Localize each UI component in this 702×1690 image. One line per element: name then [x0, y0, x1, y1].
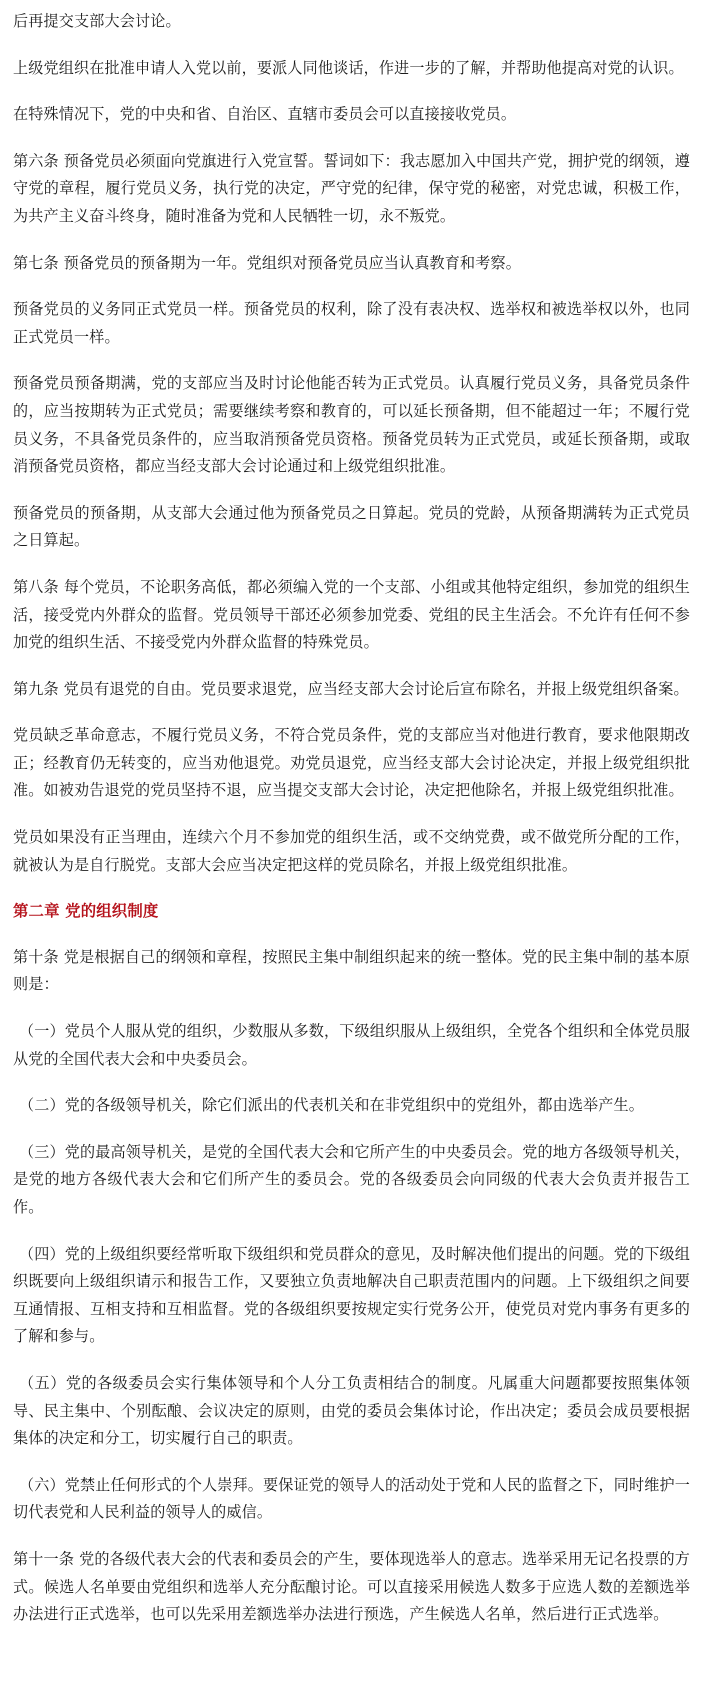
- body-paragraph: 第七条 预备党员的预备期为一年。党组织对预备党员应当认真教育和考察。: [13, 253, 522, 272]
- body-paragraph: 在特殊情况下，党的中央和省、自治区、直辖市委员会可以直接接收党员。: [13, 105, 517, 124]
- chapter-heading: 第二章 党的组织制度: [13, 902, 159, 921]
- clause-paragraph: （五）党的各级委员会实行集体领导和个人分工负责相结合的制度。凡属重大问题都要按照集体领导、民主集中、个别酝酿、会议决定的原则，由党的委员会集体讨论，作出决定；委员会成员要根据集体的决定和分工，切实履行自己的职责。: [13, 1373, 690, 1448]
- body-paragraph: 后再提交支部大会讨论。: [13, 12, 181, 30]
- clause-paragraph: （三）党的最高领导机关，是党的全国代表大会和它所产生的中央委员会。党的地方各级领导机关，是党的地方各级代表大会和它们所产生的委员会。党的各级委员会向同级的代表大会负责并报告工作。: [13, 1142, 690, 1216]
- body-paragraph: 第八条 每个党员，不论职务高低，都必须编入党的一个支部、小组或其他特定组织，参加党的组织生活，接受党内外群众的监督。党员领导干部还必须参加党委、党组的民主生活会。不允许有任何不参加党的组织生活、不接受党内外群众监督的特殊党员。: [13, 577, 690, 652]
- body-paragraph: 第十条 党是根据自己的纲领和章程，按照民主集中制组织起来的统一整体。党的民主集中制的基本原则是：: [13, 947, 690, 994]
- body-paragraph: 预备党员预备期满，党的支部应当及时讨论他能否转为正式党员。认真履行党员义务，具备党员条件的，应当按期转为正式党员；需要继续考察和教育的，可以延长预备期，但不能超过一年；不履行党员义务，不具备党员条件的，应当取消预备党员资格。预备党员转为正式党员，或延长预备期，或取消预备党员资格，都应当经支部大会讨论通过和上级党组织批准。: [13, 374, 690, 476]
- body-paragraph: 预备党员的预备期，从支部大会通过他为预备党员之日算起。党员的党龄，从预备期满转为正式党员之日算起。: [13, 503, 690, 550]
- clause-paragraph: （二）党的各级领导机关，除它们派出的代表机关和在非党组织中的党组外，都由选举产生。: [19, 1096, 645, 1115]
- body-paragraph: 预备党员的义务同正式党员一样。预备党员的权利，除了没有表决权、选举权和被选举权以外，也同正式党员一样。: [13, 300, 690, 346]
- clause-paragraph: （一）党员个人服从党的组织，少数服从多数，下级组织服从上级组织，全党各个组织和全体党员服从党的全国代表大会和中央委员会。: [13, 1022, 690, 1068]
- clause-paragraph: （六）党禁止任何形式的个人崇拜。要保证党的领导人的活动处于党和人民的监督之下，同时维护一切代表党和人民利益的领导人的威信。: [13, 1475, 690, 1522]
- body-paragraph: 第九条 党员有退党的自由。党员要求退党，应当经支部大会讨论后宣布除名，并报上级党组织备案。: [13, 679, 689, 698]
- body-paragraph: 上级党组织在批准申请人入党以前，要派人同他谈话，作进一步的了解，并帮助他提高对党的认识。: [13, 58, 684, 77]
- clause-paragraph: （四）党的上级组织要经常听取下级组织和党员群众的意见，及时解决他们提出的问题。党的下级组织既要向上级组织请示和报告工作，又要独立负责地解决自己职责范围内的问题。上下级组织之间要互通情报、互相支持和互相监督。党的各级组织要按规定实行党务公开，使党员对党内事务有更多的了解和参与。: [13, 1244, 690, 1346]
- body-paragraph: 第六条 预备党员必须面向党旗进行入党宣誓。誓词如下：我志愿加入中国共产党，拥护党的纲领，遵守党的章程，履行党员义务，执行党的决定，严守党的纪律，保守党的秘密，对党忠诚，积极工作，为共产主义奋斗终身，随时准备为党和人民牺牲一切，永不叛党。: [13, 151, 690, 225]
- body-paragraph: 第十一条 党的各级代表大会的代表和委员会的产生，要体现选举人的意志。选举采用无记名投票的方式。候选人名单要由党组织和选举人充分酝酿讨论。可以直接采用候选人数多于应选人数的差额选举办法进行正式选举，也可以先采用差额选举办法进行预选，产生候选人名单，然后进行正式选举。: [13, 1549, 690, 1624]
- body-paragraph: 党员如果没有正当理由，连续六个月不参加党的组织生活，或不交纳党费，或不做党所分配的工作，就被认为是自行脱党。支部大会应当决定把这样的党员除名，并报上级党组织批准。: [13, 828, 690, 874]
- body-paragraph: 党员缺乏革命意志，不履行党员义务，不符合党员条件，党的支部应当对他进行教育，要求他限期改正；经教育仍无转变的，应当劝他退党。劝党员退党，应当经支部大会讨论决定，并报上级党组织批准。如被劝告退党的党员坚持不退，应当提交支部大会讨论，决定把他除名，并报上级党组织批准。: [13, 726, 690, 800]
